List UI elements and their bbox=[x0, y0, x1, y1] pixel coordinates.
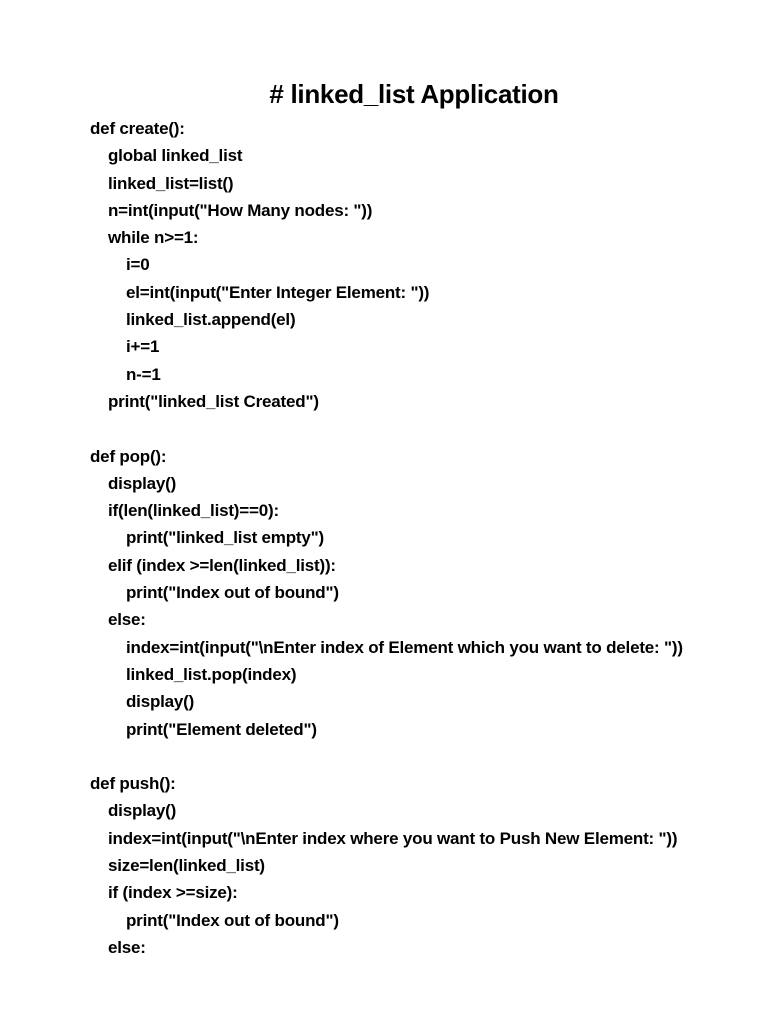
code-line: def create(): bbox=[90, 119, 185, 138]
code-line: n=int(input("How Many nodes: ")) bbox=[108, 200, 373, 220]
code-line: print("linked_list empty") bbox=[126, 528, 324, 548]
code-line: while n>=1: bbox=[108, 228, 199, 248]
code-line: i=0 bbox=[126, 255, 150, 275]
code-line: linked_list.pop(index) bbox=[126, 664, 297, 684]
code-line: display() bbox=[126, 692, 195, 712]
code-line: def pop(): bbox=[90, 446, 167, 466]
code-line: el=int(input("Enter Integer Element: ")) bbox=[126, 282, 430, 302]
code-line: display() bbox=[108, 801, 177, 821]
code-line: index=int(input("\nEnter index of Element which you want to delete: ")) bbox=[126, 637, 683, 657]
code-line: print("Element deleted") bbox=[126, 719, 317, 739]
code-line: linked_list.append(el) bbox=[126, 310, 296, 330]
code-line: else: bbox=[108, 610, 146, 630]
code-line: i+=1 bbox=[126, 337, 160, 357]
blank-line bbox=[90, 415, 683, 442]
code-line: if (index >=size): bbox=[108, 883, 238, 903]
blank-line bbox=[90, 743, 683, 770]
code-line: else: bbox=[108, 937, 146, 957]
code-line: elif (index >=len(linked_list)): bbox=[108, 555, 336, 575]
code-line: index=int(input("\nEnter index where you want to Push New Element: ")) bbox=[108, 828, 678, 848]
code-line: if(len(linked_list)==0): bbox=[108, 501, 279, 521]
code-line: def push(): bbox=[90, 774, 176, 794]
code-line: n-=1 bbox=[126, 364, 161, 384]
code-block bbox=[90, 115, 683, 961]
document-title: # linked_list Application bbox=[269, 79, 559, 109]
code-line: display() bbox=[108, 473, 177, 493]
code-line: linked_list=list() bbox=[108, 173, 234, 193]
code-line: print("Index out of bound") bbox=[126, 910, 339, 930]
code-line: global linked_list bbox=[108, 146, 243, 166]
code-line: size=len(linked_list) bbox=[108, 856, 265, 876]
code-line: print("Index out of bound") bbox=[126, 583, 339, 603]
code-line: print("linked_list Created") bbox=[108, 391, 319, 411]
